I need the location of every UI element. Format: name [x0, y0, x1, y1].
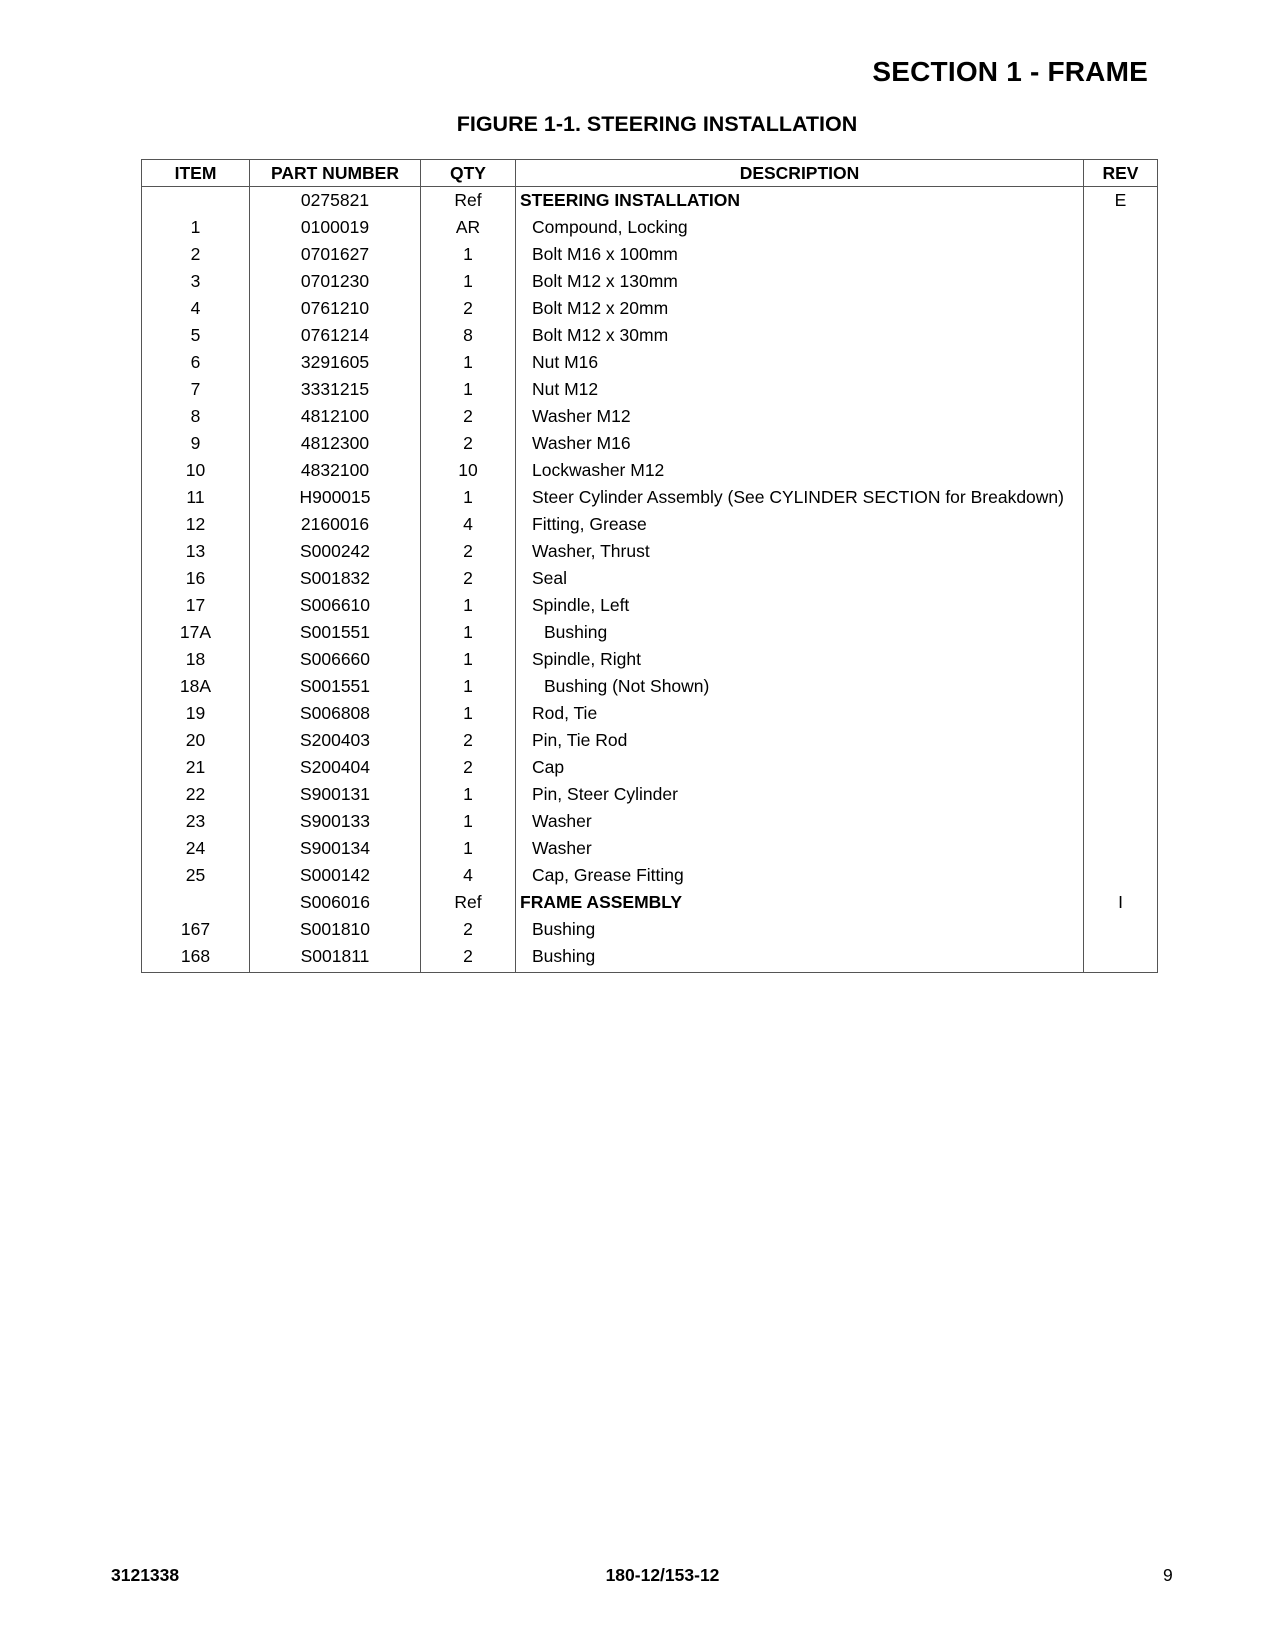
- cell-qty: 1: [421, 700, 516, 727]
- cell-item: 167: [142, 916, 250, 943]
- cell-qty: 2: [421, 565, 516, 592]
- cell-description: Washer: [516, 835, 1084, 862]
- cell-description: Rod, Tie: [516, 700, 1084, 727]
- cell-qty: 4: [421, 511, 516, 538]
- cell-part-number: S006808: [250, 700, 421, 727]
- cell-description: Nut M16: [516, 349, 1084, 376]
- figure-title: FIGURE 1-1. STEERING INSTALLATION: [456, 112, 858, 136]
- cell-qty: Ref: [421, 187, 516, 214]
- cell-item: 22: [142, 781, 250, 808]
- cell-description: Pin, Steer Cylinder: [516, 781, 1084, 808]
- cell-part-number: 0761214: [250, 322, 421, 349]
- cell-item: 21: [142, 754, 250, 781]
- cell-rev: [1084, 781, 1158, 808]
- column-header-item: ITEM: [142, 160, 250, 187]
- footer-document-number: 3121338: [111, 1565, 180, 1585]
- parts-table: [141, 159, 1158, 973]
- table-row: [142, 565, 1158, 592]
- cell-description: Nut M12: [516, 376, 1084, 403]
- cell-qty: AR: [421, 214, 516, 241]
- cell-qty: 8: [421, 322, 516, 349]
- table-row: [142, 403, 1158, 430]
- cell-rev: [1084, 835, 1158, 862]
- parts-table-body: [142, 187, 1158, 973]
- cell-rev: [1084, 727, 1158, 754]
- cell-qty: 2: [421, 538, 516, 565]
- footer-model-number: 180-12/153-12: [605, 1565, 720, 1585]
- cell-item: 168: [142, 943, 250, 973]
- cell-description: Bolt M12 x 20mm: [516, 295, 1084, 322]
- cell-qty: 2: [421, 916, 516, 943]
- cell-part-number: S001810: [250, 916, 421, 943]
- table-row: [142, 781, 1158, 808]
- cell-part-number: S006610: [250, 592, 421, 619]
- cell-item: 4: [142, 295, 250, 322]
- cell-description: Pin, Tie Rod: [516, 727, 1084, 754]
- cell-part-number: 4812100: [250, 403, 421, 430]
- cell-qty: 1: [421, 376, 516, 403]
- cell-description: STEERING INSTALLATION: [516, 187, 1084, 214]
- cell-qty: 1: [421, 268, 516, 295]
- table-row: [142, 835, 1158, 862]
- cell-rev: [1084, 430, 1158, 457]
- cell-part-number: 0701230: [250, 268, 421, 295]
- cell-qty: 2: [421, 754, 516, 781]
- cell-item: 17A: [142, 619, 250, 646]
- table-row: [142, 619, 1158, 646]
- cell-part-number: S900134: [250, 835, 421, 862]
- table-row: [142, 673, 1158, 700]
- cell-item: 25: [142, 862, 250, 889]
- cell-description: Bushing: [516, 943, 1084, 973]
- cell-rev: [1084, 646, 1158, 673]
- cell-part-number: S006016: [250, 889, 421, 916]
- cell-qty: Ref: [421, 889, 516, 916]
- cell-qty: 1: [421, 673, 516, 700]
- table-row: [142, 592, 1158, 619]
- cell-item: 18A: [142, 673, 250, 700]
- cell-part-number: S000142: [250, 862, 421, 889]
- cell-part-number: 3331215: [250, 376, 421, 403]
- cell-item: [142, 889, 250, 916]
- table-row: [142, 187, 1158, 214]
- cell-rev: I: [1084, 889, 1158, 916]
- table-row: [142, 457, 1158, 484]
- cell-description: Bushing: [516, 916, 1084, 943]
- cell-qty: 1: [421, 349, 516, 376]
- table-row: [142, 808, 1158, 835]
- cell-description: Spindle, Left: [516, 592, 1084, 619]
- section-title: SECTION 1 - FRAME: [872, 56, 1148, 87]
- cell-description: Bolt M12 x 30mm: [516, 322, 1084, 349]
- cell-part-number: S001832: [250, 565, 421, 592]
- cell-qty: 1: [421, 646, 516, 673]
- cell-part-number: 0761210: [250, 295, 421, 322]
- cell-description: Fitting, Grease: [516, 511, 1084, 538]
- cell-rev: [1084, 808, 1158, 835]
- cell-item: 9: [142, 430, 250, 457]
- cell-part-number: S000242: [250, 538, 421, 565]
- table-row: [142, 241, 1158, 268]
- cell-item: 8: [142, 403, 250, 430]
- cell-part-number: S001811: [250, 943, 421, 973]
- cell-part-number: 0275821: [250, 187, 421, 214]
- cell-part-number: 3291605: [250, 349, 421, 376]
- cell-item: [142, 187, 250, 214]
- cell-description: Washer M16: [516, 430, 1084, 457]
- cell-rev: [1084, 268, 1158, 295]
- table-row: [142, 484, 1158, 511]
- cell-qty: 2: [421, 430, 516, 457]
- cell-rev: [1084, 376, 1158, 403]
- cell-rev: [1084, 538, 1158, 565]
- cell-part-number: 0100019: [250, 214, 421, 241]
- cell-item: 5: [142, 322, 250, 349]
- cell-qty: 1: [421, 781, 516, 808]
- table-row: [142, 646, 1158, 673]
- cell-description: Lockwasher M12: [516, 457, 1084, 484]
- column-header-rev: REV: [1084, 160, 1158, 187]
- cell-part-number: S006660: [250, 646, 421, 673]
- cell-qty: 2: [421, 943, 516, 973]
- cell-part-number: S200404: [250, 754, 421, 781]
- table-row: [142, 862, 1158, 889]
- cell-description: Cap: [516, 754, 1084, 781]
- table-header-row: [142, 160, 1158, 187]
- cell-qty: 2: [421, 727, 516, 754]
- column-header-description: DESCRIPTION: [516, 160, 1084, 187]
- cell-rev: [1084, 619, 1158, 646]
- cell-rev: [1084, 943, 1158, 973]
- cell-rev: [1084, 241, 1158, 268]
- cell-qty: 1: [421, 241, 516, 268]
- cell-description: Seal: [516, 565, 1084, 592]
- cell-part-number: S900131: [250, 781, 421, 808]
- cell-qty: 2: [421, 295, 516, 322]
- cell-qty: 1: [421, 484, 516, 511]
- table-row: [142, 214, 1158, 241]
- table-row: [142, 376, 1158, 403]
- cell-part-number: 2160016: [250, 511, 421, 538]
- cell-item: 10: [142, 457, 250, 484]
- cell-qty: 10: [421, 457, 516, 484]
- footer-page-number: 9: [1163, 1565, 1173, 1585]
- cell-rev: [1084, 916, 1158, 943]
- table-row: [142, 889, 1158, 916]
- cell-item: 11: [142, 484, 250, 511]
- cell-description: Steer Cylinder Assembly (See CYLINDER SECTION for Breakdown): [516, 484, 1084, 511]
- cell-rev: [1084, 754, 1158, 781]
- cell-item: 7: [142, 376, 250, 403]
- cell-part-number: 4832100: [250, 457, 421, 484]
- table-row: [142, 511, 1158, 538]
- cell-description: Bolt M12 x 130mm: [516, 268, 1084, 295]
- cell-qty: 1: [421, 835, 516, 862]
- table-row: [142, 295, 1158, 322]
- cell-rev: [1084, 592, 1158, 619]
- table-row: [142, 349, 1158, 376]
- cell-item: 20: [142, 727, 250, 754]
- cell-item: 17: [142, 592, 250, 619]
- cell-item: 1: [142, 214, 250, 241]
- cell-description: Washer: [516, 808, 1084, 835]
- cell-item: 23: [142, 808, 250, 835]
- column-header-part-number: PART NUMBER: [250, 160, 421, 187]
- cell-item: 19: [142, 700, 250, 727]
- table-row: [142, 538, 1158, 565]
- cell-rev: [1084, 700, 1158, 727]
- cell-description: Cap, Grease Fitting: [516, 862, 1084, 889]
- cell-rev: [1084, 457, 1158, 484]
- cell-description: Washer M12: [516, 403, 1084, 430]
- cell-description: Spindle, Right: [516, 646, 1084, 673]
- table-row: [142, 727, 1158, 754]
- cell-part-number: S001551: [250, 619, 421, 646]
- cell-item: 2: [142, 241, 250, 268]
- cell-qty: 1: [421, 808, 516, 835]
- cell-description: FRAME ASSEMBLY: [516, 889, 1084, 916]
- cell-item: 16: [142, 565, 250, 592]
- cell-description: Bushing (Not Shown): [516, 673, 1084, 700]
- cell-item: 3: [142, 268, 250, 295]
- cell-rev: E: [1084, 187, 1158, 214]
- cell-item: 24: [142, 835, 250, 862]
- cell-qty: 1: [421, 619, 516, 646]
- cell-item: 6: [142, 349, 250, 376]
- cell-description: Bolt M16 x 100mm: [516, 241, 1084, 268]
- cell-part-number: S900133: [250, 808, 421, 835]
- cell-qty: 2: [421, 403, 516, 430]
- cell-rev: [1084, 214, 1158, 241]
- table-row: [142, 700, 1158, 727]
- cell-description: Washer, Thrust: [516, 538, 1084, 565]
- table-row: [142, 268, 1158, 295]
- table-row: [142, 916, 1158, 943]
- cell-rev: [1084, 484, 1158, 511]
- cell-rev: [1084, 295, 1158, 322]
- cell-rev: [1084, 403, 1158, 430]
- cell-rev: [1084, 565, 1158, 592]
- cell-rev: [1084, 673, 1158, 700]
- cell-qty: 4: [421, 862, 516, 889]
- cell-item: 12: [142, 511, 250, 538]
- table-row: [142, 322, 1158, 349]
- cell-part-number: 4812300: [250, 430, 421, 457]
- cell-item: 18: [142, 646, 250, 673]
- cell-qty: 1: [421, 592, 516, 619]
- table-row: [142, 754, 1158, 781]
- cell-description: Bushing: [516, 619, 1084, 646]
- cell-item: 13: [142, 538, 250, 565]
- cell-rev: [1084, 862, 1158, 889]
- cell-rev: [1084, 322, 1158, 349]
- cell-part-number: H900015: [250, 484, 421, 511]
- table-row: [142, 943, 1158, 973]
- column-header-qty: QTY: [421, 160, 516, 187]
- cell-part-number: S001551: [250, 673, 421, 700]
- cell-part-number: S200403: [250, 727, 421, 754]
- cell-description: Compound, Locking: [516, 214, 1084, 241]
- table-row: [142, 430, 1158, 457]
- cell-part-number: 0701627: [250, 241, 421, 268]
- cell-rev: [1084, 511, 1158, 538]
- cell-rev: [1084, 349, 1158, 376]
